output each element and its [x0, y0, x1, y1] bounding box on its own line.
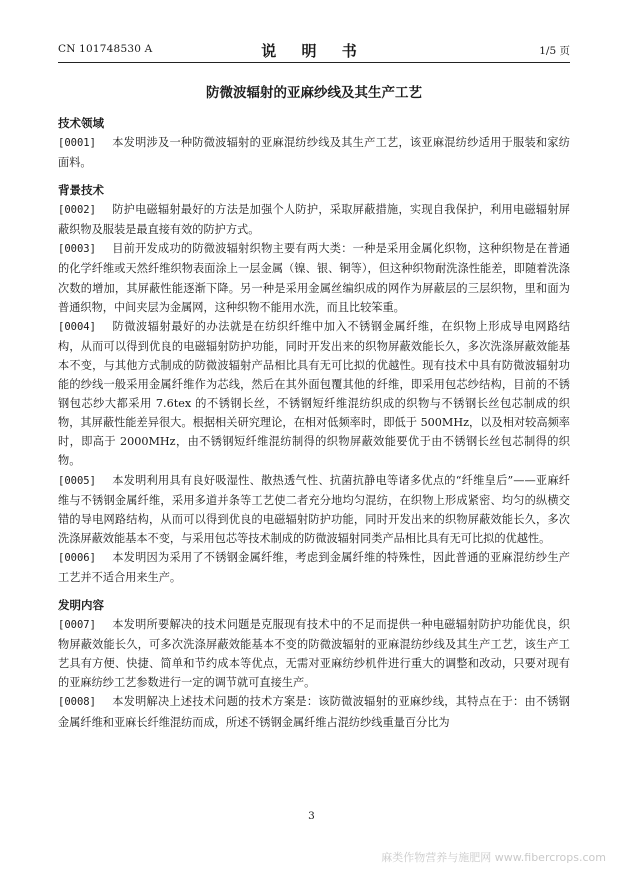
paragraph-text: 防护电磁辐射最好的方法是加强个人防护，采取屏蔽措施，实现自我保护，利用电磁辐射屏蔽织物及服装是最直接有效的防护方式。: [58, 203, 570, 237]
section-summary: [58, 596, 570, 732]
paragraph: [58, 615, 570, 692]
page-header: [58, 40, 570, 60]
page-number: 3: [308, 810, 315, 822]
document-title: 防微波辐射的亚麻纱线及其生产工艺: [206, 85, 422, 101]
paragraph-text: 本发明涉及一种防微波辐射的亚麻混纺纱线及其生产工艺，该亚麻混纺纱适用于服装和家纺面料。: [58, 136, 570, 170]
paragraph: [58, 471, 570, 548]
paragraph-text: 防微波辐射最好的办法就是在纺织纤维中加入不锈钢金属纤维，在织物上形成导电网路结构，从而可以得到优良的电磁辐射防护功能，同时开发出来的织物屏蔽效能长久，多次洗涤屏蔽效能基本不变，与其他方式制成的防微波辐射产品相比具有无可比拟的优越性。现有技术中具有防微波辐射功能的纱线一般采用金属纤维作为芯线，然后在其外面包覆其他的纤维，即采用包芯纱结构，目前的不锈钢包芯纱大都采用 7.6tex 的不锈钢长丝，不锈钢短纤维混纺织成的织物与不锈钢长丝包芯制成的织物，其屏蔽性能差异很大。根据相关研究理论，在相对低频率时，即低于 500MHz，以及相对较高频率时，即高于 2000MHz，由不锈钢短纤维混纺制得的织物屏蔽效能要优于由不锈钢长丝包芯制得的织物。: [58, 319, 570, 468]
paragraph-number: [0003]: [58, 243, 96, 256]
paragraph: [58, 692, 570, 731]
document-body: [58, 114, 570, 732]
document-type: 说 明 书: [261, 42, 367, 60]
header-rule: [58, 62, 570, 63]
page-info: 1/5 页: [539, 45, 570, 57]
paragraph-number: [0007]: [58, 619, 96, 632]
paragraph: [58, 317, 570, 471]
paragraph-number: [0004]: [58, 320, 96, 333]
paragraph-number: [0006]: [58, 551, 96, 564]
section-technical-field: [58, 114, 570, 172]
paragraph-text: 本发明因为采用了不锈钢金属纤维，考虑到金属纤维的特殊性，因此普通的亚麻混纺纱生产工艺并不适合用来生产。: [58, 550, 570, 584]
paragraph: [58, 200, 570, 239]
paragraph-text: 本发明解决上述技术问题的技术方案是：该防微波辐射的亚麻纱线，其特点在于：由不锈钢金属纤维和亚麻长纤维混纺而成，所述不锈钢金属纤维占混纺纱线重量百分比为: [58, 695, 570, 729]
paragraph-text: 本发明利用具有良好吸湿性、散热透气性、抗菌抗静电等诸多优点的“纤维皇后”——亚麻纤维与不锈钢金属纤维，采用多道并条等工艺使二者充分地均匀混纺，在织物上形成紧密、均匀的纵横交错的导电网路结构，从而可以得到优良的电磁辐射防护功能，同时开发出来的织物屏蔽效能长久，多次洗涤屏蔽效能基本不变，与采用包芯等技术制成的防微波辐射同类产品相比具有无可比拟的优越性。: [58, 473, 570, 545]
paragraph-text: 目前开发成功的防微波辐射织物主要有两大类：一种是采用金属化织物，这种织物是在普通的化学纤维或天然纤维织物表面涂上一层金属（镍、银、铜等），但这种织物耐洗涤性能差，即随着洗涤次数的增加，其屏蔽性能逐渐下降。另一种是采用金属丝编织成的网作为屏蔽层的三层织物，里和面为普通织物，中间夹层为金属网，这种织物不能用水洗，而且比较笨重。: [58, 242, 570, 314]
document-number: CN 101748530 A: [58, 43, 153, 55]
watermark: 麻类作物营养与施肥网 www.fibercrops.com: [381, 851, 606, 864]
paragraph: [58, 239, 570, 316]
paragraph-text: 本发明所要解决的技术问题是克服现有技术中的不足而提供一种电磁辐射防护功能优良，织物屏蔽效能长久，可多次洗涤屏蔽效能基本不变的防微波辐射的亚麻混纺纱线及其生产工艺，该生产工艺具有方便、快捷、简单和节约成本等优点，无需对亚麻纺纱机件进行重大的调整和改动，只要对现有的亚麻纺纱工艺参数进行一定的调节就可直接生产。: [58, 618, 570, 690]
paragraph: [58, 548, 570, 587]
paragraph-number: [0005]: [58, 474, 96, 487]
section-heading: 发明内容: [58, 598, 104, 613]
section-heading: 背景技术: [58, 183, 104, 198]
section-background: [58, 181, 570, 587]
paragraph: [58, 133, 570, 172]
section-heading: 技术领域: [58, 116, 104, 130]
paragraph-number: [0008]: [58, 696, 96, 709]
paragraph-number: [0002]: [58, 204, 96, 217]
paragraph-number: [0001]: [58, 137, 96, 149]
